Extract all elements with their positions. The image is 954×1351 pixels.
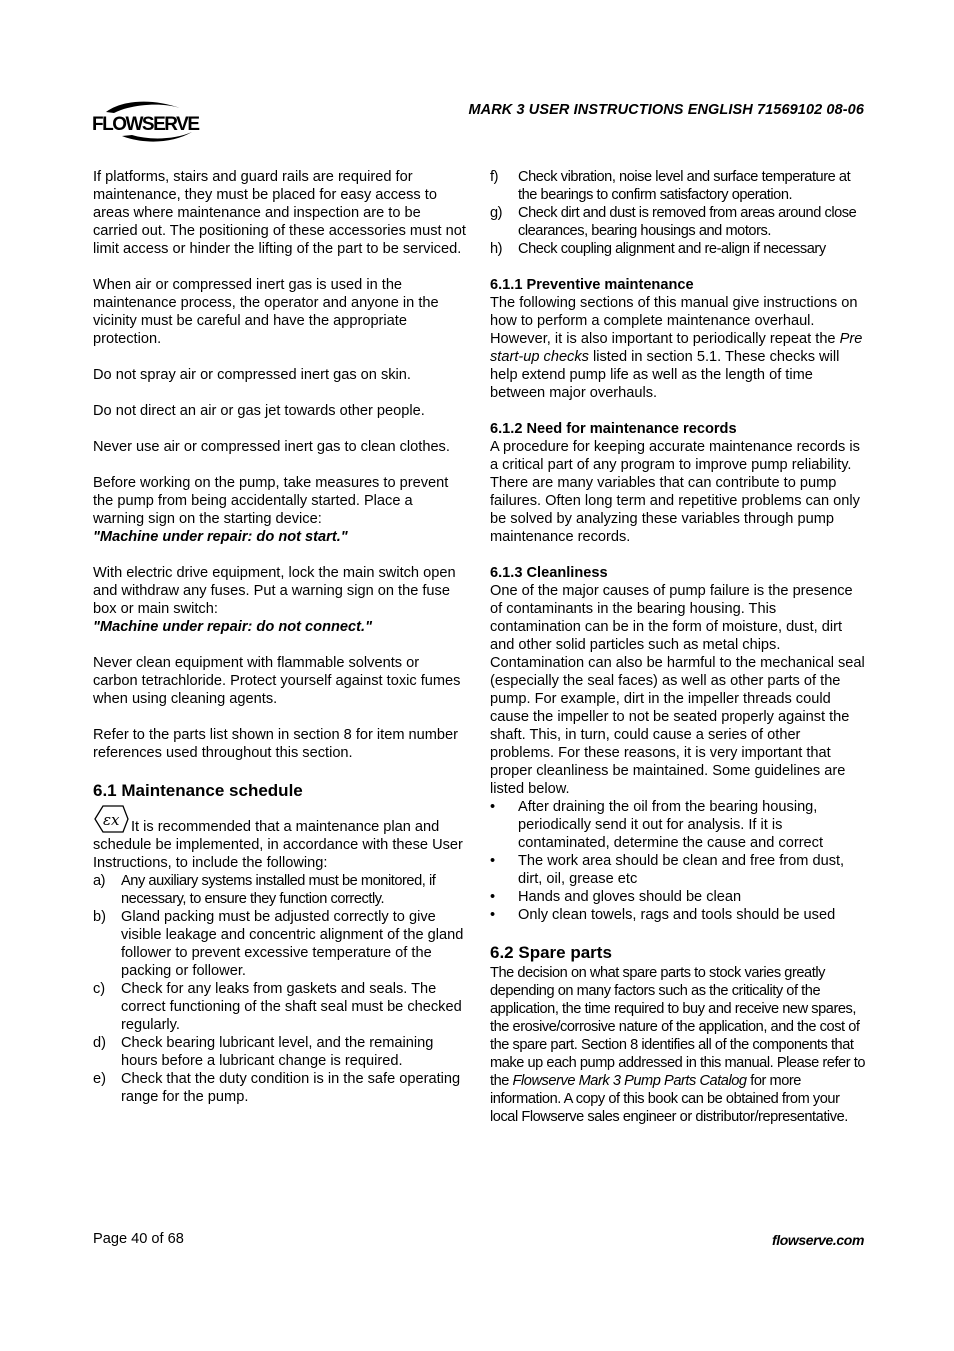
list-item: f) Check vibration, noise level and surface temperature at the bearings to confirm satisfactory operation. xyxy=(490,169,851,203)
paragraph: The decision on what spare parts to stock varies greatly depending on many factors such as the criticality of the application, the time required to buy and receive new spares, the erosive/corrosive nature of the application, and the cost of the spare part. Section 8 identifies all of the components that make up each pump addressed in this manual. Please refer to the Flowserve Mark 3 Pump Parts Catalog for more information. A copy of this book can be obtained from your local Flowserve sales engineer or distributor/representative. xyxy=(490,965,866,1125)
paragraph: One of the major causes of pump failure is the presence of contaminants in the bearing housing. This contamination can be in the form of moisture, dust, dirt and other solid particles such as metal chips. Contamination can also be harmful to the mechanical seal (especially the seal faces) as well as other parts of the pump. For example, dirt in the impeller threads could cause the impeller to not be seated properly against the shaft. This, in turn, could cause a series of other problems. For these reasons, it is very important that proper cleanliness be maintained. Some guidelines are listed below. xyxy=(490,583,865,797)
svg-text:FLOWSERVE: FLOWSERVE xyxy=(92,114,199,135)
list-item: a) Any auxiliary systems installed must be monitored, if necessary, to ensure they function correctly. xyxy=(93,873,436,907)
page-number: Page 40 of 68 xyxy=(93,1231,184,1247)
left-column xyxy=(93,168,466,1106)
footer-site: flowserve.com xyxy=(771,1232,864,1248)
list-item: • After draining the oil from the bearing housing, periodically send it out for analysis. If it is contaminated, determine the cause and correct xyxy=(490,799,824,851)
svg-text:εx: εx xyxy=(103,811,120,829)
paragraph: The following sections of this manual give instructions on how to perform a complete maintenance overhaul. However, it is also important to periodically repeat the Pre start-up checks listed in section 5.1. These checks will help extend pump life as well as the length of time between major overhauls. xyxy=(490,295,863,401)
list-item: d) Check bearing lubricant level, and the remaining hours before a lubricant change is required. xyxy=(93,1035,434,1069)
list-item: • Hands and gloves should be clean xyxy=(490,889,742,905)
section-heading-6-1-2: 6.1.2 Need for maintenance records xyxy=(490,421,737,437)
list-item: b) Gland packing must be adjusted correctly to give visible leakage and concentric alignment of the gland follower to prevent excessive temperature of the packing or follower. xyxy=(93,909,464,979)
list-item: e) Check that the duty condition is in the safe operating range for the pump. xyxy=(93,1071,461,1105)
section-heading-6-1-3: 6.1.3 Cleanliness xyxy=(490,565,608,581)
paragraph: When air or compressed inert gas is used in the maintenance process, the operator and anyone in the vicinity must be careful and have the appropriate protection. xyxy=(93,277,439,347)
document-header-title: MARK 3 USER INSTRUCTIONS ENGLISH 71569102 08-06 xyxy=(468,102,864,118)
list-item: • Only clean towels, rags and tools should be used xyxy=(490,907,836,923)
paragraph: Do not direct an air or gas jet towards other people. xyxy=(93,403,425,419)
warning-text: "Machine under repair: do not connect." xyxy=(93,619,372,635)
list-item: g) Check dirt and dust is removed from areas around close clearances, bearing housings and motors. xyxy=(490,205,857,239)
paragraph: If platforms, stairs and guard rails are required for maintenance, they must be placed for easy access to areas where maintenance and inspection are to be carried out. The positioning of these accessories must not limit access or hinder the lifting of the part to be serviced. xyxy=(93,169,466,257)
bullet-list xyxy=(490,798,865,924)
list-item: h) Check coupling alignment and re-align if necessary xyxy=(490,241,826,257)
flowserve-logo xyxy=(92,100,210,144)
paragraph: With electric drive equipment, lock the main switch open and withdraw any fuses. Put a warning sign on the fuse box or main switch: xyxy=(93,565,456,617)
list-item: • The work area should be clean and free from dust, dirt, oil, grease etc xyxy=(490,853,845,887)
section-heading-6-2: 6.2 Spare parts xyxy=(490,943,612,962)
right-column xyxy=(490,168,865,1126)
section-heading-6-1-1: 6.1.1 Preventive maintenance xyxy=(490,277,694,293)
checklist xyxy=(93,872,466,1106)
paragraph: Before working on the pump, take measures to prevent the pump from being accidentally started. Place a warning sign on the starting device: xyxy=(93,475,449,527)
paragraph: Never clean equipment with flammable solvents or carbon tetrachloride. Protect yourself against toxic fumes when using cleaning agents. xyxy=(93,655,461,707)
list-item: c) Check for any leaks from gaskets and seals. The correct functioning of the shaft seal must be checked regularly. xyxy=(93,981,462,1033)
paragraph: Do not spray air or compressed inert gas on skin. xyxy=(93,367,411,383)
ex-atex-icon xyxy=(93,803,129,835)
paragraph: εx It is recommended that a maintenance plan and schedule be implemented, in accordance with these User Instructions, to include the following: xyxy=(93,803,466,872)
paragraph: Never use air or compressed inert gas to clean clothes. xyxy=(93,439,450,455)
warning-text: "Machine under repair: do not start." xyxy=(93,529,348,545)
paragraph: A procedure for keeping accurate maintenance records is a critical part of any program to improve pump reliability. There are many variables that can contribute to pump failures. Often long term and repetitive problems can only be solved by analyzing these variables through pump maintenance records. xyxy=(490,439,860,545)
section-heading-6-1: 6.1 Maintenance schedule xyxy=(93,781,303,800)
checklist xyxy=(490,168,865,258)
paragraph: Refer to the parts list shown in section 8 for item number references used throughout this section. xyxy=(93,727,459,761)
